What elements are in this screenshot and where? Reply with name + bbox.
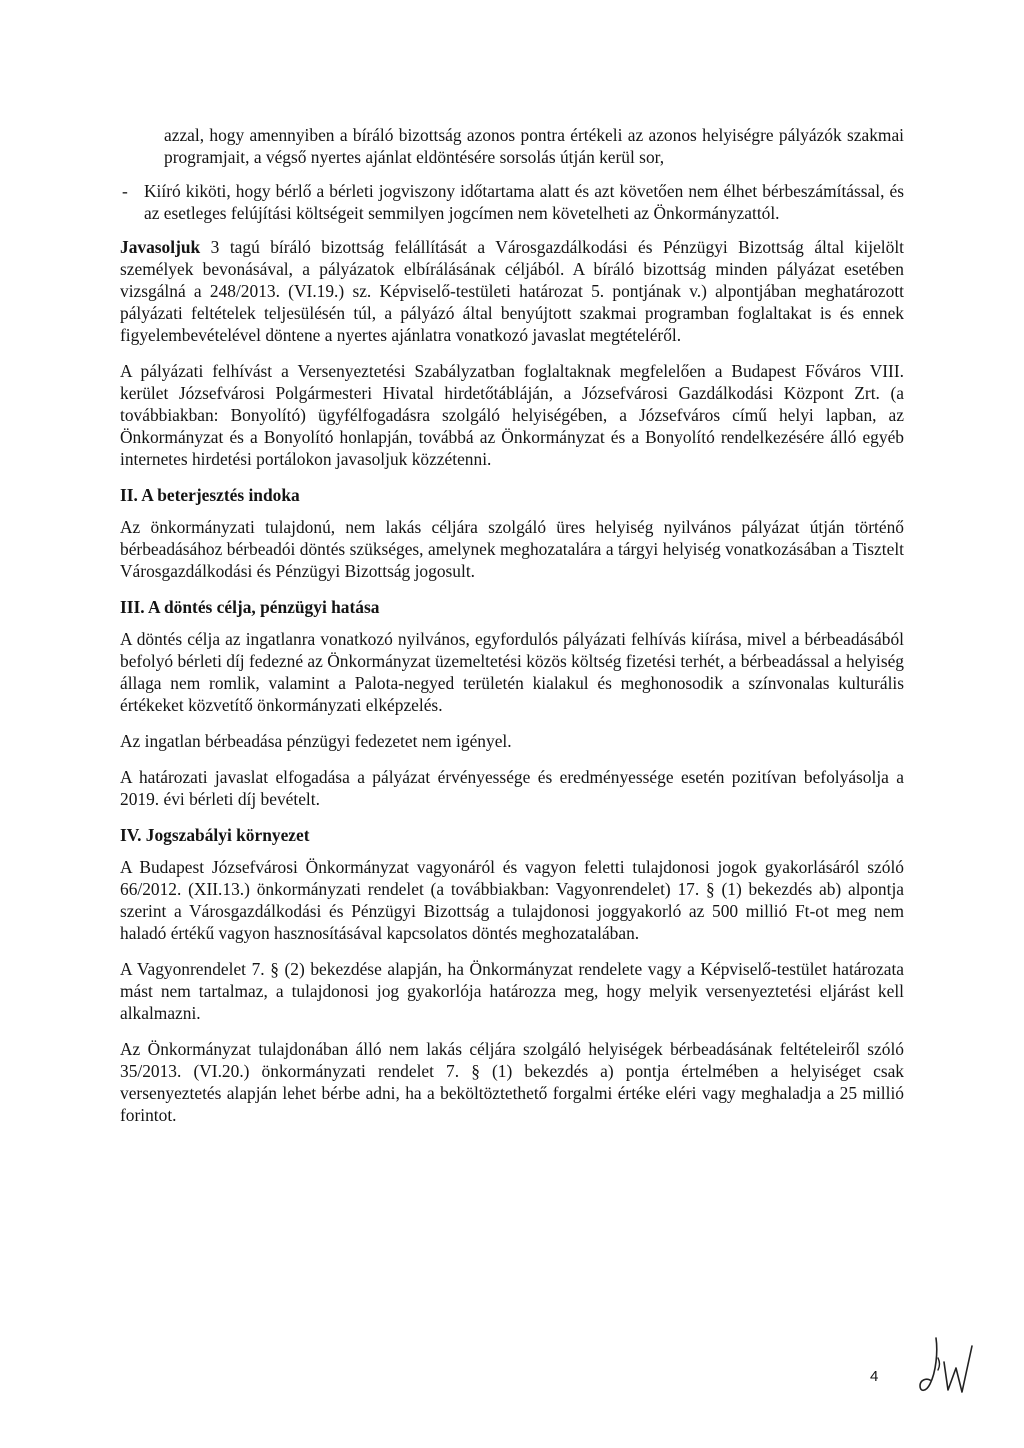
section-4-paragraph-1: A Budapest Józsefvárosi Önkormányzat vagyonáról és vagyon feletti tulajdonosi jogok gyakorlásáról szóló 66/2012. (XII.13.) önkormányzati rendelet (a továbbiakban: Vagyonrendelet) 17. § (1) bekezdés ab) alpontja szerint a Városgazdálkodási és Pénzügyi Bizottság a tulajdonosi joggyakorló az 500 millió Ft-ot meg nem haladó értékű vagyon hasznosításával kapcsolatos döntés meghozatalában. <box>120 857 904 943</box>
document-body <box>120 124 904 1126</box>
paragraph-javasoljuk <box>120 236 904 346</box>
section-3-paragraph-2: Az ingatlan bérbeadása pénzügyi fedezetet nem igényel. <box>120 731 512 751</box>
javasoljuk-text: 3 tagú bíráló bizottság felállítását a Városgazdálkodási és Pénzügyi Bizottság által kijelölt személyek bevonásával, a pályázatok elbírálásának céljából. A bíráló bizottság minden pályázat esetében vizsgálná a 248/2013. (VI.19.) sz. Képviselő-testületi határozat 5. pontjának v.) alpontjában meghatározott pályázati feltételek teljesülésén túl, a pályázó által benyújtott szakmai programban foglaltakat is és ennek figyelembevételével döntene a nyertes ajánlatra vonatkozó javaslat megtételéről. <box>120 237 904 345</box>
section-heading-2: II. A beterjesztés indoka <box>120 485 300 505</box>
bullet-item <box>120 180 904 224</box>
section-3-paragraph-1: A döntés célja az ingatlanra vonatkozó nyilvános, egyfordulós pályázati felhívás kiírása, mivel a bérbeadásából befolyó bérleti díj fedezné az Önkormányzat üzemeltetési közös költség fizetési terhét, a bérbeadással a helyiség állaga nem romlik, valamint a Palota-negyed területén kialakul és meghonosodik a színvonalas kulturális értékeket közvetítő önkormányzati elképzelés. <box>120 629 904 715</box>
section-heading-3: III. A döntés célja, pénzügyi hatása <box>120 597 380 617</box>
section-4-paragraph-2: A Vagyonrendelet 7. § (2) bekezdése alapján, ha Önkormányzat rendelete vagy a Képviselő-testület határozata mást nem tartalmaz, a tulajdonosi jog gyakorlója határozza meg, hogy melyik versenyeztetési eljárást kell alkalmazni. <box>120 959 904 1023</box>
paragraph-intro <box>120 124 904 168</box>
section-3-paragraph-3: A határozati javaslat elfogadása a pályázat érvényessége és eredményessége esetén pozitívan befolyásolja a 2019. évi bérleti díj bevételt. <box>120 767 904 809</box>
section-heading-4: IV. Jogszabályi környezet <box>120 825 310 845</box>
bullet-dash: - <box>122 181 128 201</box>
paragraph-intro-text: azzal, hogy amennyiben a bíráló bizottság azonos pontra értékeli az azonos helyiségre pályázók szakmai programjait, a végső nyertes ajánlat eldöntésére sorsolás útján kerül sor, <box>164 125 904 167</box>
signature-icon <box>914 1332 984 1402</box>
bullet-item-text: Kiíró kiköti, hogy bérlő a bérleti jogviszony időtartama alatt és azt követően nem élhet bérbeszámítással, és az esetleges felújítási költségeit semmilyen jogcímen nem követelheti az Önkormányzattól. <box>144 181 904 223</box>
javasoljuk-bold: Javasoljuk <box>120 237 201 257</box>
section-2-paragraph: Az önkormányzati tulajdonú, nem lakás céljára szolgáló üres helyiség nyilvános pályázat útján történő bérbeadásához bérbeadói döntés szükséges, amelynek meghozatalára a tárgyi helyiség vonatkozásában a Tisztelt Városgazdálkodási és Pénzügyi Bizottság jogosult. <box>120 517 904 581</box>
section-4-paragraph-3: Az Önkormányzat tulajdonában álló nem lakás céljára szolgáló helyiségek bérbeadásának feltételeiről szóló 35/2013. (VI.20.) önkormányzati rendelet 7. § (1) bekezdés a) pontja értelmében a helyiséget csak versenyeztetés alapján lehet bérbe adni, ha a beköltöztethető forgalmi értéke eléri vagy meghaladja a 25 millió forintot. <box>120 1039 904 1125</box>
paragraph-felhivas: A pályázati felhívást a Versenyeztetési Szabályzatban foglaltaknak megfelelően a Budapest Főváros VIII. kerület Józsefvárosi Polgármesteri Hivatal hirdetőtábláján, a Józsefvárosi Gazdálkodási Központ Zrt. (a továbbiakban: Bonyolító) ügyfélfogadásra szolgáló helyiségében, a Józsefváros című helyi lapban, az Önkormányzat és a Bonyolító honlapján, továbbá az Önkormányzat és a Bonyolító rendelkezésére álló egyéb internetes hirdetési portálokon javasoljuk közzétenni. <box>120 361 904 469</box>
page-number: 4 <box>870 1368 879 1385</box>
